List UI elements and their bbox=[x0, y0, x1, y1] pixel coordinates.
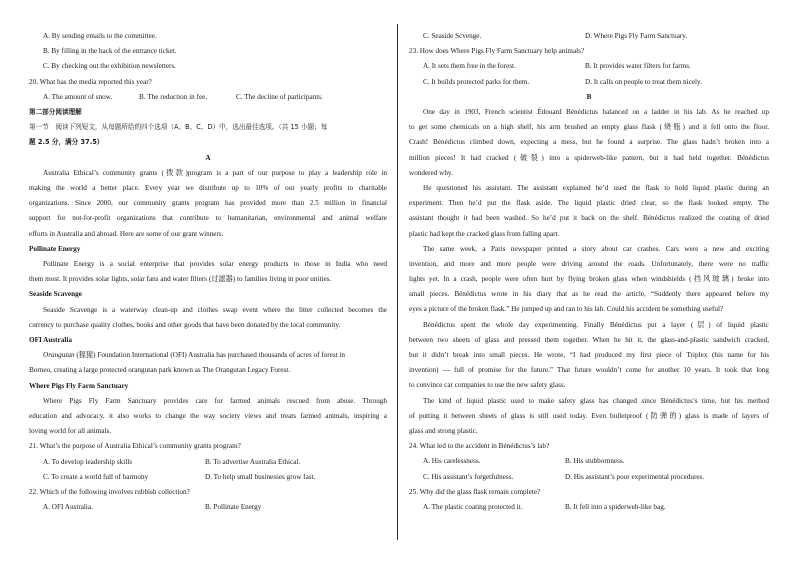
p3-line: invention, and more and more people were driving around the roads. Unfortunately, there were no traffic bbox=[409, 259, 769, 268]
intro-line: efforts in Australia and abroad. Here are some of our grant winners. bbox=[29, 229, 224, 238]
p1-line: One day in 1903, French scientist Édouard Bénédictus balanced on a ladder in his lab. As he reached up bbox=[423, 108, 769, 117]
q25-option-a: A. The plastic coating protected it. bbox=[423, 503, 523, 512]
intro-line: support for not-for-profit organizations that contribute to humanitarian, environmental and animal welfare bbox=[29, 214, 387, 223]
p1-line: million pieces! It had cracked (破裂) into a spiderweb-like pattern, but it had held together. Bénédictus bbox=[409, 153, 769, 162]
q22-option-a: A. OFI Australia. bbox=[43, 503, 93, 512]
q24-option-b: B. His stubbornness. bbox=[565, 457, 625, 466]
p4-line: but it didn’t break into small pieces. He wrote, “I had produced my first piece of Triplex (his name for his bbox=[409, 351, 769, 360]
p3-line: lights yet. In a crash, people were often hurt by flying broken glass when windshields (挡风玻璃) broke into bbox=[409, 275, 769, 284]
q21-option-a: A. To develop leadership skills bbox=[43, 457, 132, 466]
pigs-line: Where Pigs Fly Farm Sanctuary provides care for farmed animals rescued from abuse. Through bbox=[43, 396, 387, 405]
q21-option-b: B. To advertise Australia Ethical. bbox=[205, 457, 301, 466]
q21-option-c: C. To create a world full of harmony bbox=[43, 472, 149, 481]
passage-b-label: B bbox=[586, 92, 592, 101]
intro-line: Australia Ethical’s community grants (拨款)program is a part of our purpose to play a leadership role in bbox=[43, 168, 387, 177]
left-column bbox=[29, 29, 387, 515]
q20-option-c: C. The decline of participants. bbox=[236, 92, 323, 101]
pigs-line: loving world for all animals. bbox=[29, 427, 112, 436]
p5-line: of putting it between sheets of glass is still used today. Even bulletproof (防弹的) glass is made of layers of bbox=[409, 411, 769, 420]
heading-pollinate-energy: Pollinate Energy bbox=[29, 244, 81, 253]
q25-option-b: B. It fell into a spiderweb-like bag. bbox=[565, 503, 666, 512]
q22-option-c: C. Seaside Scvenge. bbox=[423, 32, 482, 40]
seaside-line: currency to purchase quality clothes, books and other goods that have been donated by the local community. bbox=[29, 320, 341, 329]
heading-ofi-australia: OFI Australia bbox=[29, 335, 72, 344]
question-23: 23. How does Where Pigs Fly Farm Sanctuary help animals? bbox=[409, 47, 585, 56]
p4-line: between two sheets of glass and pressed them together. When he hit it, the glass-and-plastic sandwich cracked, bbox=[409, 335, 769, 344]
p1-line: wondered why. bbox=[409, 168, 453, 177]
q19-option-a: A. By sending emails to the committee. bbox=[43, 32, 157, 40]
p2-line: experiment. Then he’d put the flask aside. The liquid plastic dried clear, so the flask looked empty. The bbox=[409, 199, 769, 208]
q20-option-b: B. The reduction in fee. bbox=[139, 92, 208, 101]
column-divider bbox=[397, 24, 398, 540]
seaside-line: Seaside Scavenge is a waterway clean-up and clothes swap event where the litter collected becomes the bbox=[43, 305, 387, 314]
pollinate-line: Pollinate Energy is a social enterprise that provides solar energy products to those in India who need bbox=[43, 259, 387, 268]
q24-options-row2 bbox=[409, 470, 769, 485]
p2-line: assistant thought it had been washed. So he’d put it back on the shelf. Bénédictus realized the coating of dried bbox=[409, 214, 769, 223]
ofi-line: Borneo, creating a large protected orangutan park known as The Orangutan Legacy Forest. bbox=[29, 366, 291, 375]
ofi-line bbox=[29, 348, 387, 363]
question-21: 21. What’s the purpose of Australia Ethical’s community grants program? bbox=[29, 442, 241, 451]
p4-line: invention) --- full of promise for the future.” That future wouldn’t come for another 10 years. It took that long bbox=[409, 366, 769, 375]
question-22: 22. Which of the following involves rubbish collection? bbox=[29, 487, 190, 496]
pigs-line: education and advocacy, it also works to change the way society views and treats farmed animals, inspiring a bbox=[29, 411, 387, 420]
ofi-italic-word: Orangutan bbox=[43, 351, 75, 360]
section-instructions-1: 第一节 阅读下列短文，从每题所给的四个选项（A、B、C、D）中，选出最佳选项。（共 15 小题；每 bbox=[29, 123, 328, 132]
q24-options-row1 bbox=[409, 454, 769, 469]
q21-option-d: D. To help small businesses grow fast. bbox=[205, 472, 316, 481]
p4-line: to convince car companies to use the new safety glass. bbox=[409, 381, 566, 390]
heading-where-pigs-fly: Where Pigs Fly Farm Sanctuary bbox=[29, 381, 129, 390]
q23-option-c: C. It builds protected parks for them. bbox=[423, 77, 530, 86]
q23-options-row1 bbox=[409, 59, 769, 74]
question-25: 25. Why did the glass flask remain complete? bbox=[409, 487, 541, 496]
q24-option-d: D. His assistant’s poor experimental procedures. bbox=[565, 472, 705, 481]
q21-options-row1 bbox=[29, 455, 387, 470]
passage-a-label: A bbox=[205, 153, 211, 162]
q23-option-a: A. It sets them free in the forest. bbox=[423, 62, 516, 71]
pollinate-line: them most. It provides solar lights, solar fans and water filters (过滤器) to families living in poor unities. bbox=[29, 275, 332, 284]
q20-options bbox=[29, 90, 387, 105]
q23-option-d: D. It calls on people to treat them nicely. bbox=[585, 77, 702, 86]
right-column bbox=[409, 29, 769, 515]
p3-line: eyes a picture of the broken flask.” He jumped up and ran to his lab. Could his accident be something useful? bbox=[409, 305, 724, 314]
q24-option-a: A. His carelessness. bbox=[423, 457, 481, 466]
q22-option-b: B. Pollinate Energy bbox=[205, 503, 262, 512]
q22-options-row1 bbox=[29, 500, 387, 515]
heading-seaside-scavenge: Seaside Scavenge bbox=[29, 290, 82, 299]
q22-option-d: D. Where Pigs Fly Farm Sanctuary. bbox=[585, 32, 688, 40]
intro-line: making the world a better place. Every year we distribute up to 10% of our yearly profits to charitable bbox=[29, 184, 387, 193]
p1-line: to get some chemicals on a high shelf, his arm brushed an empty glass flask (烧瓶) and it fell onto the floor. bbox=[409, 123, 769, 132]
ofi-line-rest: (猩猩) Foundation International (OFI) Australia has purchased thousands of acres of forest in bbox=[74, 351, 346, 360]
section-instructions-2: 题 2.5 分，满分 37.5） bbox=[29, 138, 104, 147]
q25-options-row1 bbox=[409, 500, 769, 515]
question-20: 20. What has the media reported this year? bbox=[29, 77, 152, 86]
p4-line: Bénédictus spent the whole day experimenting. Finally Bénédictus put a layer (层) of liquid plastic bbox=[423, 320, 769, 329]
p2-line: He questioned his assistant. The assistant explained he’d used the flask to hold liquid plastic during an bbox=[423, 183, 769, 192]
p2-line: plastic had kept the cracked glass from falling apart. bbox=[409, 229, 560, 238]
intro-line: organizations. Since 2000, our community grants program has provided more than 2.5 million in financial bbox=[29, 199, 387, 208]
q23-option-b: B. It provides water filters for farms. bbox=[585, 62, 691, 71]
part-title: 第二部分阅读理解 bbox=[29, 108, 82, 117]
q22-options-row2 bbox=[409, 29, 769, 44]
q21-options-row2 bbox=[29, 470, 387, 485]
q19-option-b: B. By filling in the back of the entrance ticket. bbox=[43, 47, 177, 56]
q24-option-c: C. His assistant’s forgetfulness. bbox=[423, 472, 514, 481]
p5-line: glass and strong plastic. bbox=[409, 427, 478, 436]
p1-line: Crash! Bénédictus climbed down, expecting a mess, but he found a surprise. The glass hadn’t broken into a bbox=[409, 138, 769, 147]
q23-options-row2 bbox=[409, 75, 769, 90]
q19-option-c: C. By checking out the exhibition newsletters. bbox=[43, 62, 176, 71]
p3-line: The same week, a Paris newspaper printed a story about car crashes. Cars were a new and exciting bbox=[423, 244, 769, 253]
p3-line: small pieces. Bénédictus wrote in his diary that as he read the article, “Suddenly there appeared before my bbox=[409, 290, 769, 299]
p5-line: The kind of liquid plastic used to make safety glass has changed since Bénédictus’s time, but his method bbox=[423, 396, 769, 405]
q20-option-a: A. The amount of snow. bbox=[43, 92, 113, 101]
question-24: 24. What led to the accident in Bénédictus’s lab? bbox=[409, 442, 550, 451]
